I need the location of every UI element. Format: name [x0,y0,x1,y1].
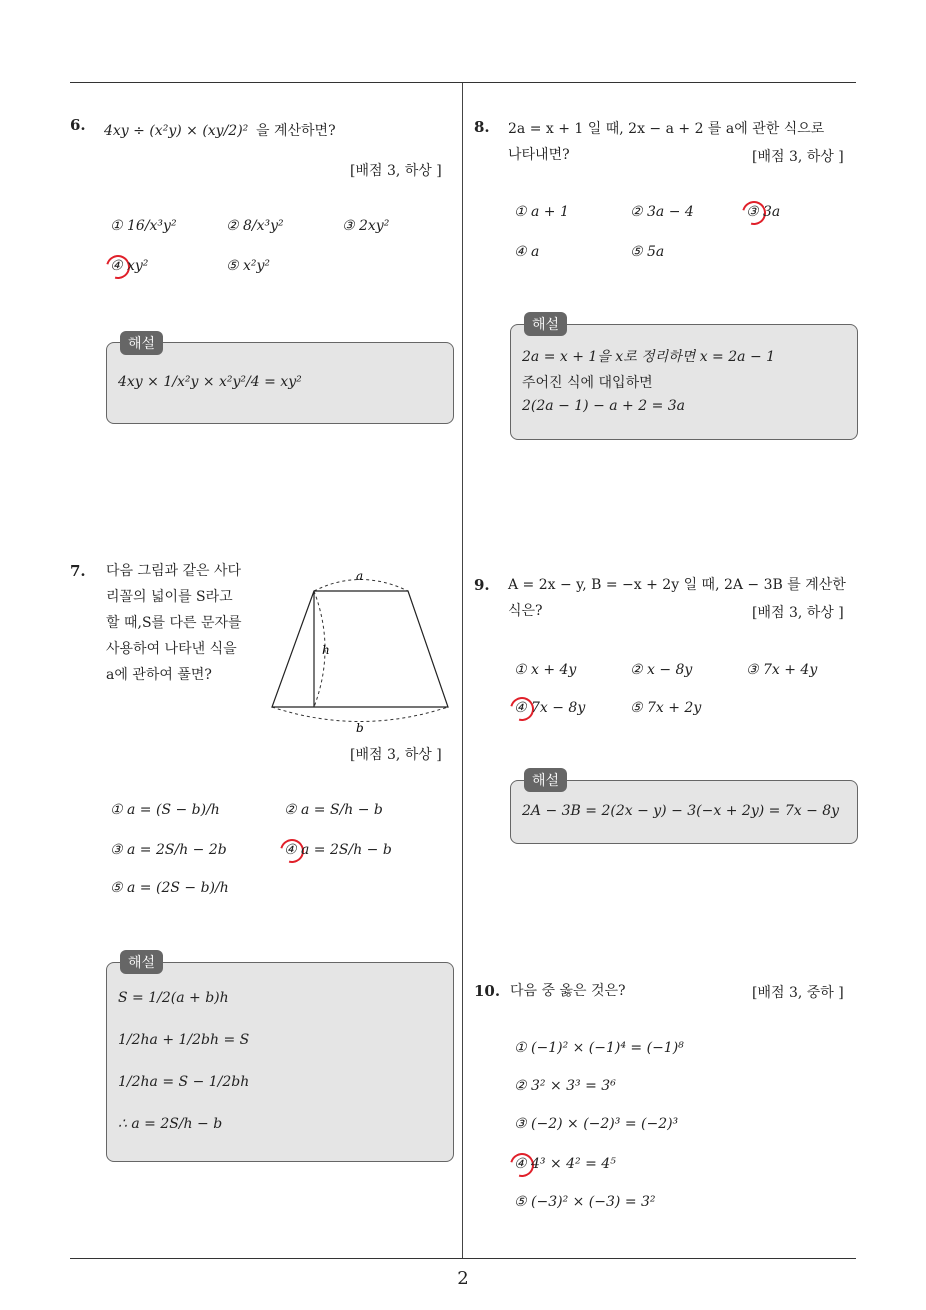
q9-choice-5[interactable]: ⑤ 7x + 2y [630,700,702,716]
q10-score: [배점 3, 중하 ] [752,985,844,1001]
q6-choice-5[interactable]: ⑤ x²y² [226,258,271,274]
q6-choice-3[interactable]: ③ 2xy² [342,218,390,234]
q6-solution: 4xy × 1/x²y × x²y²/4 = xy² [118,374,302,390]
q9-choice-3[interactable]: ③ 7x + 4y [746,662,818,678]
trapezoid-figure [268,566,458,736]
q6-solution-tag: 해설 [120,331,163,355]
q9-choice-2[interactable]: ② x − 8y [630,662,693,678]
q7-solution-line-2: 1/2ha + 1/2bh = S [118,1032,250,1048]
bottom-rule [70,1258,856,1259]
figure-label-h: h [322,643,330,657]
q7-score: [배점 3, 하상 ] [350,747,442,763]
q7-solution-line-1: S = 1/2(a + b)h [118,990,229,1006]
q10-text: 다음 중 옳은 것은? [510,983,626,999]
q7-choice-3[interactable]: ③ a = 2S/h − 2b [110,842,227,858]
q7-choice-2[interactable]: ② a = S/h − b [284,802,383,818]
figure-label-a: a [356,569,364,583]
q8-solution-line-1: 2a = x + 1을 x로 정리하면 x = 2a − 1 [522,349,776,365]
column-divider [462,83,463,1258]
q6-question-tail: 을 계산하면? [256,123,336,139]
q7-choice-1[interactable]: ① a = (S − b)/h [110,802,220,818]
q8-solution-line-2: 주어진 식에 대입하면 [522,375,653,391]
figure-label-b: b [356,721,364,735]
q6-choice-2[interactable]: ② 8/x³y² [226,218,284,234]
q8-choice-5[interactable]: ⑤ 5a [630,244,665,260]
top-rule [70,82,856,83]
q9-solution: 2A − 3B = 2(2x − y) − 3(−x + 2y) = 7x − 8y [522,803,840,819]
q7-choice-5[interactable]: ⑤ a = (2S − b)/h [110,880,229,896]
q7-text-line-2: 리꼴의 넓이를 S라고 [106,589,233,605]
q7-text-line-5: a에 관하여 풀면? [106,667,212,683]
q10-number: 10. [474,982,501,1000]
q8-number: 8. [474,118,490,136]
q8-choice-1[interactable]: ① a + 1 [514,204,569,220]
q6-expression: 4xy ÷ (x²y) × (xy/2)² [104,123,249,139]
q7-text-line-1: 다음 그림과 같은 사다 [106,563,242,579]
q6-choice-1[interactable]: ① 16/x³y² [110,218,177,234]
q9-solution-tag: 해설 [524,768,567,792]
q6-choice-4[interactable]: ④ xy² [110,258,149,274]
q8-choice-3[interactable]: ③ 3a [746,204,781,220]
q7-text-line-3: 할 때,S를 다른 문자를 [106,615,242,631]
q10-choice-2[interactable]: ② 3² × 3³ = 3⁶ [514,1078,616,1094]
q9-score: [배점 3, 하상 ] [752,605,844,621]
q10-choice-4[interactable]: ④ 4³ × 4² = 4⁵ [514,1156,616,1172]
q9-number: 9. [474,576,490,594]
q9-text-line-1: A = 2x − y, B = −x + 2y 일 때, 2A − 3B 를 계산한 [508,577,846,593]
q7-choice-4[interactable]: ④ a = 2S/h − b [284,842,392,858]
q7-solution-line-3: 1/2ha = S − 1/2bh [118,1074,250,1090]
q7-solution-tag: 해설 [120,950,163,974]
q8-text-line-2: 나타내면? [508,147,570,163]
q7-solution-line-4: ∴ a = 2S/h − b [118,1116,223,1132]
q10-choice-1[interactable]: ① (−1)² × (−1)⁴ = (−1)⁸ [514,1040,684,1056]
q8-choice-4[interactable]: ④ a [514,244,540,260]
q8-text-line-1: 2a = x + 1 일 때, 2x − a + 2 를 a에 관한 식으로 [508,121,825,137]
q6-number: 6. [70,116,86,134]
q8-solution-tag: 해설 [524,312,567,336]
q10-choice-3[interactable]: ③ (−2) × (−2)³ = (−2)³ [514,1116,679,1132]
q10-choice-5[interactable]: ⑤ (−3)² × (−3) = 3² [514,1194,656,1210]
q8-choice-2[interactable]: ② 3a − 4 [630,204,694,220]
q8-score: [배점 3, 하상 ] [752,149,844,165]
q8-solution-line-3: 2(2a − 1) − a + 2 = 3a [522,398,686,414]
q7-text-line-4: 사용하여 나타낸 식을 [106,641,237,657]
q9-text-line-2: 식은? [508,603,543,619]
q7-number: 7. [70,562,86,580]
q9-choice-4[interactable]: ④ 7x − 8y [514,700,586,716]
q6-score: [배점 3, 하상 ] [350,163,442,179]
q9-choice-1[interactable]: ① x + 4y [514,662,577,678]
page-number: 2 [457,1268,469,1289]
